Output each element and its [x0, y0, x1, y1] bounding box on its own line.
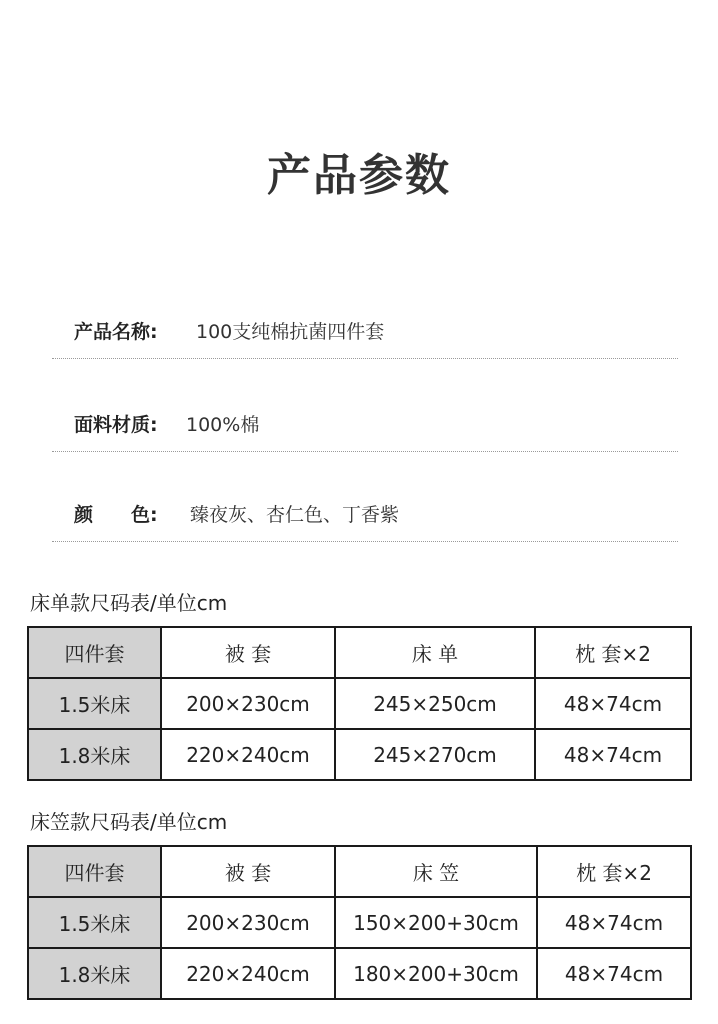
param-row-color — [52, 501, 678, 542]
table-cell: 220×240cm — [161, 729, 335, 780]
param-label-material: 面料材质: — [74, 414, 158, 436]
table-cell: 1.8米床 — [28, 948, 161, 999]
table-cell: 48×74cm — [535, 729, 691, 780]
size-table-caption-fitted: 床笠款尺码表/单位cm — [30, 810, 228, 834]
table-cell: 245×250cm — [335, 678, 535, 729]
table-cell: 245×270cm — [335, 729, 535, 780]
table-cell: 200×230cm — [161, 897, 335, 948]
param-value-product-name: 100支纯棉抗菌四件套 — [196, 321, 385, 343]
table-cell: 1.5米床 — [28, 897, 161, 948]
table-cell: 48×74cm — [535, 678, 691, 729]
table-cell: 1.5米床 — [28, 678, 161, 729]
table-cell: 1.8米床 — [28, 729, 161, 780]
table-header-row — [28, 846, 691, 897]
table-cell: 48×74cm — [537, 897, 691, 948]
table-cell: 180×200+30cm — [335, 948, 537, 999]
table-cell: 被 套 — [161, 846, 335, 897]
table-cell: 枕 套×2 — [537, 846, 691, 897]
param-row-material — [52, 411, 678, 452]
param-value-color: 臻夜灰、杏仁色、丁香紫 — [190, 504, 400, 526]
param-value-material: 100%棉 — [186, 414, 260, 436]
table-cell: 枕 套×2 — [535, 627, 691, 678]
table-cell: 四件套 — [28, 846, 161, 897]
page-title: 产品参数 — [267, 150, 451, 201]
table-row — [28, 729, 691, 780]
table-cell: 被 套 — [161, 627, 335, 678]
table-cell: 床 单 — [335, 627, 535, 678]
table-header-row — [28, 627, 691, 678]
table-row — [28, 948, 691, 999]
table-cell: 四件套 — [28, 627, 161, 678]
param-label-product-name: 产品名称: — [74, 321, 158, 343]
size-table-fitted — [27, 845, 692, 1000]
table-cell: 床 笠 — [335, 846, 537, 897]
table-cell: 150×200+30cm — [335, 897, 537, 948]
table-row — [28, 678, 691, 729]
table-cell: 220×240cm — [161, 948, 335, 999]
param-label-color: 颜 色: — [74, 504, 158, 526]
table-row — [28, 897, 691, 948]
size-table-caption-sheet: 床单款尺码表/单位cm — [30, 591, 228, 615]
table-cell: 48×74cm — [537, 948, 691, 999]
size-table-sheet — [27, 626, 692, 781]
param-row-product-name — [52, 318, 678, 359]
table-cell: 200×230cm — [161, 678, 335, 729]
